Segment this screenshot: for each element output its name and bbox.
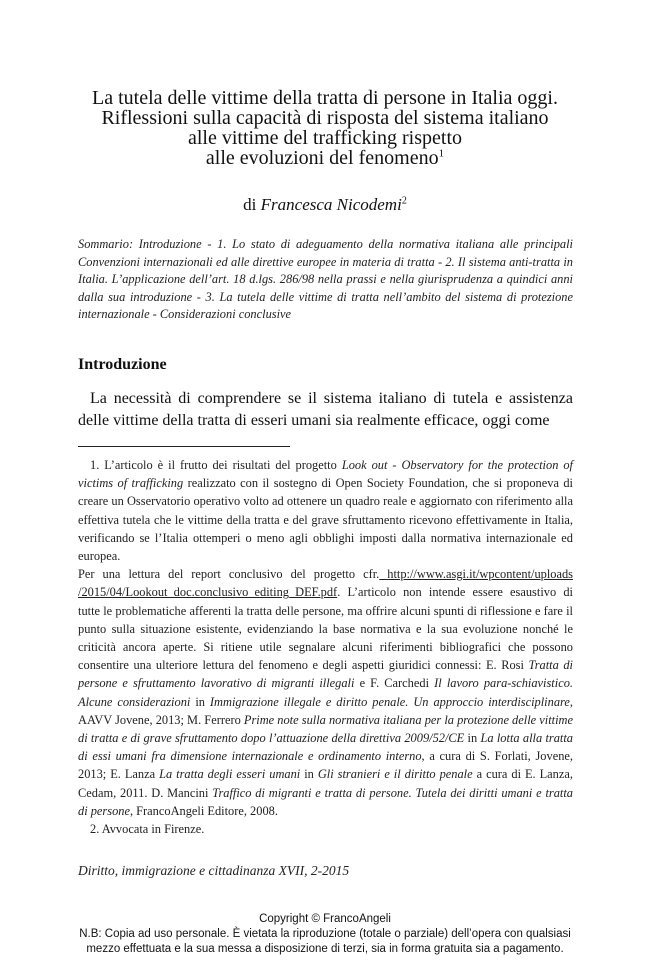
title-line-4-text: alle evoluzioni del fenomeno — [205, 147, 439, 169]
fn1-text-a: L’articolo è il frutto dei risultati del progetto — [104, 458, 337, 472]
fn1-text-b: realizzato con il sostegno di Open Society Foundation, che si proponeva di creare un Osservatorio operativo volto ad ottenere un quadro reale e aggiornato con riferimento alla effettiva tutela che le vittime della tratta e del grave sfruttamento ricevono effettivamente in Italia, verificando se l’Italia ottemperi o meno agli obblighi imposti dalla normativa internazionale ed europea. — [78, 476, 573, 564]
footnotes — [78, 456, 573, 838]
footnote-2: 2. Avvocata in Firenze. — [90, 822, 205, 837]
fn1-text-f: e F. Carchedi — [359, 676, 430, 691]
fn1-ref-mancini: Traffico di migranti e tratta di persone. Tutela dei diritti umani e tratta di persone — [78, 785, 573, 818]
fn1-ref-rosi: Tratta di persone e sfruttamento lavorativo di migranti illegali — [78, 658, 573, 691]
fn1-text-l: in — [467, 731, 478, 746]
journal-citation: Diritto, immigrazione e cittadinanza XVII, 2-2015 — [78, 863, 350, 878]
title-line-1: La tutela delle vittime della tratta di persone in Italia oggi. — [92, 87, 558, 109]
fn1-text-r: a cura di E. Lanza, Cedam, 2011. D. Mancini — [78, 767, 573, 800]
author-footnote-ref[interactable]: 2 — [401, 195, 407, 207]
fn1-ref-lanza: La tratta degli esseri umani — [159, 767, 301, 782]
fn1-text-h: in — [195, 694, 205, 709]
fn1-text-p: in — [304, 767, 314, 782]
footnote-1-number: 1. — [90, 458, 100, 472]
fn1-project-name: Look out - Observatory for the protection of victims of trafficking — [78, 458, 574, 491]
fn1-text-t: , FrancoAngeli Editore, 2008. — [129, 803, 278, 818]
title-line-2: Riflessioni sulla capacità di risposta del sistema italiano — [101, 107, 549, 129]
fn1-ref-ferrero: Prime note sulla normativa italiana per la protezione delle vittime di tratta e di grave sfruttamento dopo l’attuazione della direttiva 2009/52/CE — [78, 712, 573, 746]
title-line-3: alle vittime del trafficking rispetto — [188, 127, 462, 149]
author-line — [0, 195, 650, 215]
fn1-ref-lotta: La lotta alla tratta di essi umani fra dimensione internazionale e ordinamento interno — [78, 731, 573, 764]
fn1-text-j: , AAVV Jovene, 2013; M. Ferrero — [78, 694, 573, 727]
author-name: Francesca Nicodemi — [260, 195, 402, 214]
copyright-line-2: N.B: Copia ad uso personale. È vietata la riproduzione (totale o parziale) dell’opera con qualsiasi — [79, 928, 571, 940]
footnote-1 — [78, 456, 573, 565]
author-prefix: di — [243, 195, 257, 214]
summary: Sommario: Introduzione - 1. Lo stato di adeguamento della normativa italiana alle principali Convenzioni internazionali ed alle direttive europee in materia di tratta - 2. Il sistema anti-tratta in Italia. L’applicazione dell’art. 18 d.lgs. 286/98 nella prassi e nella giurisprudenza a quindici anni dalla sua introduzione - 3. La tutela delle vittime di tratta nell’ambito del sistema di protezione internazionale - Considerazioni conclusive — [78, 237, 573, 322]
fn1-ref-carchedi: Il lavoro para-schiavistico. Alcune considerazioni — [78, 676, 573, 709]
title-footnote-ref[interactable]: 1 — [438, 147, 445, 160]
fn1-ref-immigrazione: Immigrazione illegale e diritto penale. Un approccio interdisciplinare — [209, 694, 570, 709]
fn1-text-d: . L’articolo non intende essere esaustivo di tutte le problematiche afferenti la tratta delle persone, ma offrire alcuni spunti di riflessione e fare il punto sulla situazione esistente, evidenziando la base normativa e la sua evoluzione nonché le criticità ancora aperte. Si ritiene utile segnalare alcuni riferimenti bibliografici che possono consentire una ulteriore lettura del fenomeno e degli aspetti giuridici connessi: E. Rosi — [78, 585, 573, 673]
copyright-line-1: Copyright © FrancoAngeli — [259, 913, 391, 925]
section-heading: Introduzione — [78, 356, 167, 373]
article-title — [60, 88, 590, 168]
report-link[interactable]: http://www.asgi.it/wpcontent/uploads /2015/04/Lookout_doc.conclusivo_editing_DEF.pdf — [78, 567, 573, 600]
copyright-notice — [0, 912, 650, 957]
fn1-text-n: , a cura di S. Forlati, Jovene, 2013; E. Lanza — [78, 749, 573, 782]
footnote-divider — [78, 446, 290, 447]
body-paragraph: La necessità di comprendere se il sistema italiano di tutela e assistenza delle vittime della tratta di esseri umani sia realmente efficace, oggi come — [78, 390, 573, 429]
copyright-line-3: mezzo effettuata e la sua messa a disposizione di terzi, sia in forma gratuita sia a pagamento. — [86, 943, 564, 955]
fn1-ref-stranieri: Gli stranieri e il diritto penale — [317, 767, 473, 782]
footnote-1-continued — [78, 565, 573, 820]
fn1-text-c: Per una lettura del report conclusivo del progetto cfr. — [78, 567, 380, 582]
title-line-4 — [60, 148, 590, 168]
